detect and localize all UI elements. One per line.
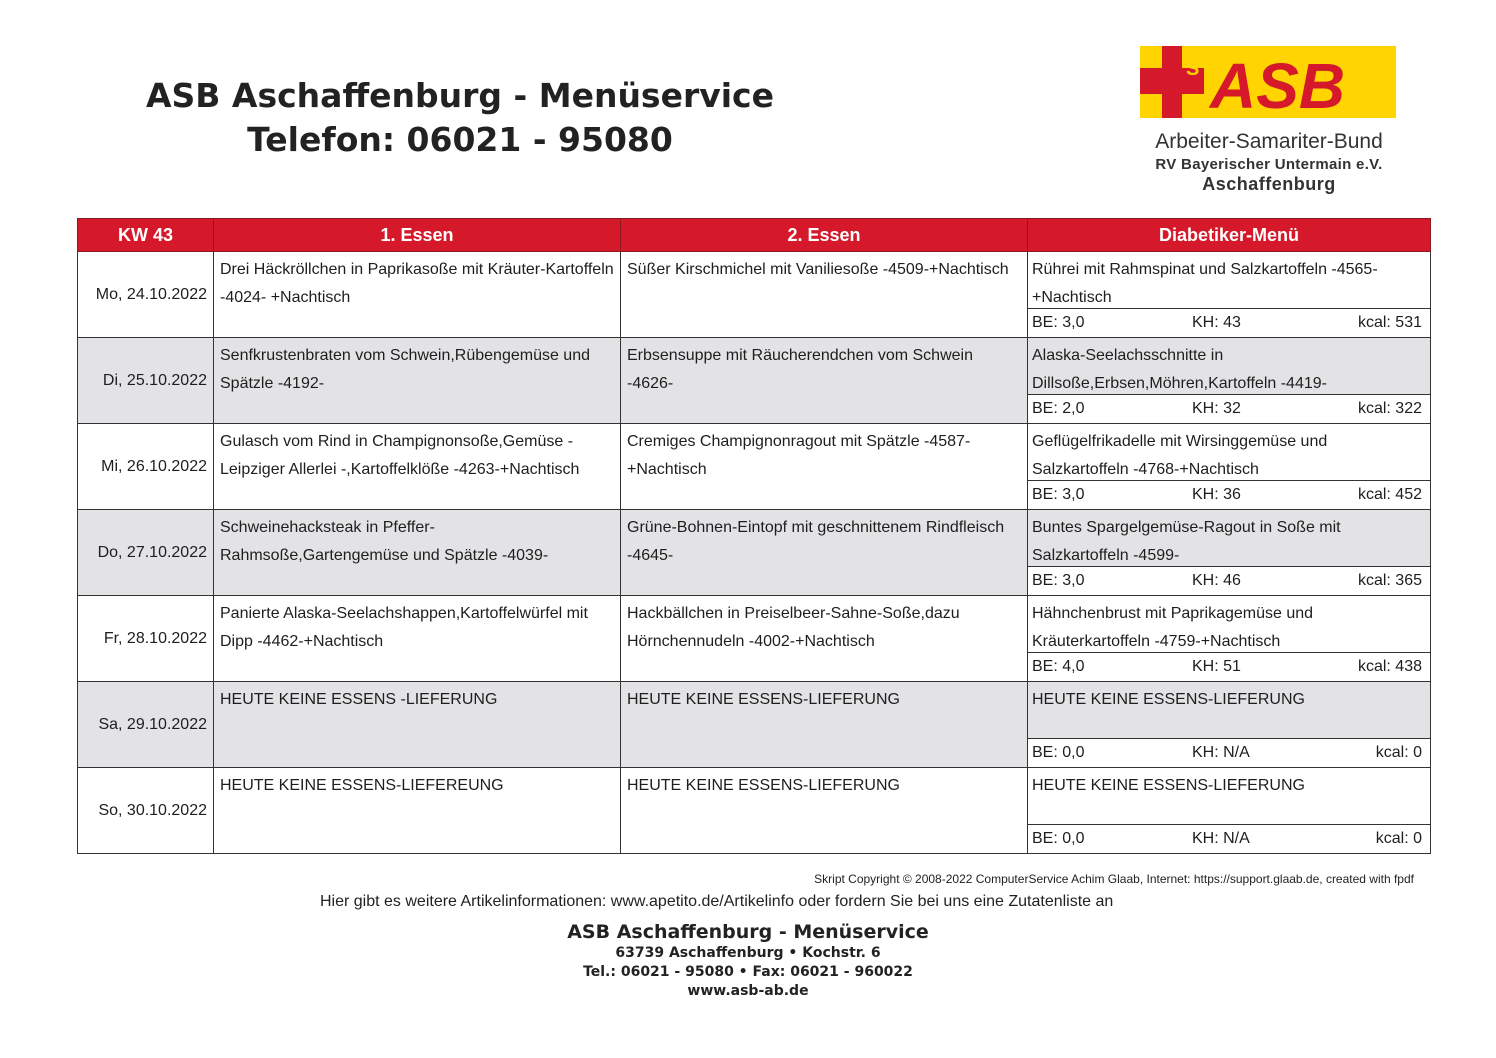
row-essen-1: Senfkrustenbraten vom Schwein,Rübengemüse und Spätzle -4192- — [214, 338, 621, 424]
kh-value: KH: 32 — [1192, 400, 1241, 417]
row-essen-2: Erbsensuppe mit Räucherendchen vom Schwein -4626- — [621, 338, 1028, 424]
footer-website: www.asb-ab.de — [687, 983, 809, 999]
row-diabetiker — [1028, 338, 1431, 424]
nutrition-values — [1028, 738, 1430, 767]
kh-value: KH: 43 — [1192, 314, 1241, 331]
header-essen-1: 1. Essen — [214, 219, 621, 252]
row-date: Mo, 24.10.2022 — [78, 252, 214, 338]
row-date: Sa, 29.10.2022 — [78, 682, 214, 768]
row-essen-1: Gulasch vom Rind in Champignonsoße,Gemüse -Leipziger Allerlei -,Kartoffelklöße -4263-+Nachtisch — [214, 424, 621, 510]
header-week: KW 43 — [78, 219, 214, 252]
footer-contact: Tel.: 06021 - 95080 • Fax: 06021 - 960022 — [583, 964, 913, 980]
kh-value: KH: 51 — [1192, 658, 1241, 675]
kcal-value: kcal: 452 — [1357, 486, 1422, 503]
kcal-value: kcal: 322 — [1357, 400, 1422, 417]
row-date: Do, 27.10.2022 — [78, 510, 214, 596]
diab-meal: HEUTE KEINE ESSENS-LIEFERUNG — [1032, 777, 1305, 794]
kcal-value: kcal: 0 — [1375, 744, 1422, 761]
row-date: So, 30.10.2022 — [78, 768, 214, 854]
kcal-value: kcal: 365 — [1357, 572, 1422, 589]
kh-value: KH: N/A — [1192, 830, 1250, 847]
row-essen-2: Cremiges Champignonragout mit Spätzle -4587- +Nachtisch — [621, 424, 1028, 510]
row-essen-1: Drei Häckröllchen in Paprikasoße mit Kräuter-Kartoffeln -4024- +Nachtisch — [214, 252, 621, 338]
footer-address: 63739 Aschaffenburg • Kochstr. 6 — [615, 945, 881, 961]
row-essen-2: HEUTE KEINE ESSENS-LIEFERUNG — [621, 768, 1028, 854]
table-row — [78, 252, 1431, 338]
row-diabetiker — [1028, 596, 1431, 682]
be-value: BE: 3,0 — [1032, 314, 1085, 331]
logo-line-1: Arbeiter-Samariter-Bund — [1155, 130, 1383, 153]
table-row — [78, 424, 1431, 510]
table-row — [78, 338, 1431, 424]
header-essen-2: 2. Essen — [621, 219, 1028, 252]
kcal-value: kcal: 531 — [1357, 314, 1422, 331]
diab-meal: HEUTE KEINE ESSENS-LIEFERUNG — [1032, 691, 1305, 708]
kcal-value: kcal: 0 — [1375, 830, 1422, 847]
diab-meal: Geflügelfrikadelle mit Wirsinggemüse und Salzkartoffeln -4768-+Nachtisch — [1032, 433, 1328, 478]
row-essen-1: HEUTE KEINE ESSENS -LIEFERUNG — [214, 682, 621, 768]
phone-line: Telefon: 06021 - 95080 — [247, 120, 673, 159]
be-value: BE: 2,0 — [1032, 400, 1085, 417]
row-diabetiker — [1028, 424, 1431, 510]
row-essen-1: Panierte Alaska-Seelachshappen,Kartoffelwürfel mit Dipp -4462-+Nachtisch — [214, 596, 621, 682]
row-date: Fr, 28.10.2022 — [78, 596, 214, 682]
kcal-value: kcal: 438 — [1357, 658, 1422, 675]
kh-value: KH: 36 — [1192, 486, 1241, 503]
be-value: BE: 3,0 — [1032, 572, 1085, 589]
article-info-note: Hier gibt es weitere Artikelinformationen: www.apetito.de/Artikelinfo oder fordern Sie bei uns eine Zutatenliste an — [320, 893, 1114, 910]
be-value: BE: 0,0 — [1032, 830, 1085, 847]
asb-logo-text: ASB — [1210, 50, 1346, 122]
row-essen-2: Hackbällchen in Preiselbeer-Sahne-Soße,dazu Hörnchennudeln -4002-+Nachtisch — [621, 596, 1028, 682]
table-header-row — [78, 219, 1431, 252]
header-diabetiker: Diabetiker-Menü — [1028, 219, 1431, 252]
footer-address-block — [548, 920, 948, 1001]
asb-logo — [1134, 44, 1404, 204]
row-date: Mi, 26.10.2022 — [78, 424, 214, 510]
nutrition-values — [1028, 824, 1430, 853]
table-row — [78, 596, 1431, 682]
nutrition-values — [1028, 652, 1430, 681]
title-line: ASB Aschaffenburg - Menüservice — [145, 76, 774, 115]
row-essen-2: HEUTE KEINE ESSENS-LIEFERUNG — [621, 682, 1028, 768]
table-row — [78, 768, 1431, 854]
row-essen-1: Schweinehacksteak in Pfeffer-Rahmsoße,Gartengemüse und Spätzle -4039- — [214, 510, 621, 596]
row-diabetiker — [1028, 682, 1431, 768]
kh-value: KH: 46 — [1192, 572, 1241, 589]
kh-value: KH: N/A — [1192, 744, 1250, 761]
row-diabetiker — [1028, 768, 1431, 854]
row-diabetiker — [1028, 510, 1431, 596]
footer-name: ASB Aschaffenburg - Menüservice — [567, 921, 929, 943]
table-row — [78, 682, 1431, 768]
nutrition-values — [1028, 566, 1430, 595]
nutrition-values — [1028, 480, 1430, 509]
copyright-note: Skript Copyright © 2008-2022 ComputerService Achim Glaab, Internet: https://support.glaab.de, created with fpdf — [814, 872, 1414, 886]
row-essen-2: Grüne-Bohnen-Eintopf mit geschnittenem Rindfleisch -4645- — [621, 510, 1028, 596]
page-title — [140, 74, 780, 162]
be-value: BE: 3,0 — [1032, 486, 1085, 503]
nutrition-values — [1028, 394, 1430, 423]
diab-meal: Buntes Spargelgemüse-Ragout in Soße mit Salzkartoffeln -4599- — [1032, 519, 1341, 564]
asb-logo-mark — [1134, 44, 1404, 130]
menu-table — [77, 218, 1431, 854]
svg-text:S: S — [1186, 58, 1200, 80]
diab-meal: Rührei mit Rahmspinat und Salzkartoffeln -4565-+Nachtisch — [1032, 261, 1378, 306]
logo-line-3: Aschaffenburg — [1202, 174, 1336, 194]
be-value: BE: 0,0 — [1032, 744, 1085, 761]
be-value: BE: 4,0 — [1032, 658, 1085, 675]
row-date: Di, 25.10.2022 — [78, 338, 214, 424]
diab-meal: Alaska-Seelachsschnitte in Dillsoße,Erbsen,Möhren,Kartoffeln -4419- — [1032, 347, 1327, 392]
logo-line-2: RV Bayerischer Untermain e.V. — [1155, 156, 1383, 173]
row-essen-2: Süßer Kirschmichel mit Vaniliesoße -4509-+Nachtisch — [621, 252, 1028, 338]
diab-meal: Hähnchenbrust mit Paprikagemüse und Kräuterkartoffeln -4759-+Nachtisch — [1032, 605, 1314, 650]
nutrition-values — [1028, 308, 1430, 337]
row-essen-1: HEUTE KEINE ESSENS-LIEFEREUNG — [214, 768, 621, 854]
row-diabetiker — [1028, 252, 1431, 338]
table-row — [78, 510, 1431, 596]
